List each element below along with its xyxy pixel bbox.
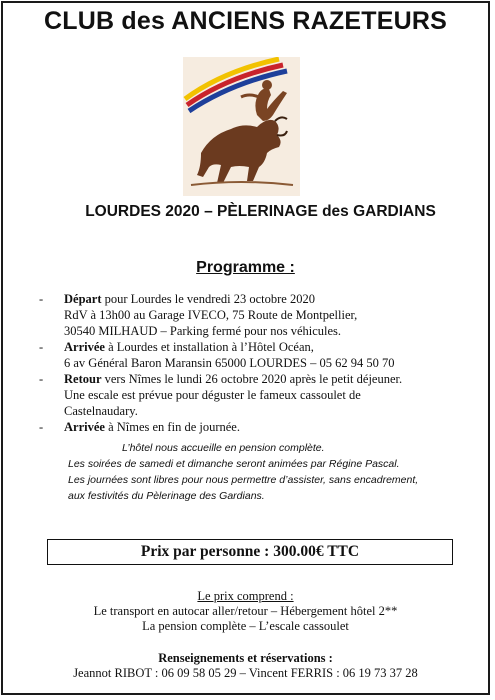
list-item: - Départ pour Lourdes le vendredi 23 octobre 2020 RdV à 13h00 au Garage IVECO, 75 Route de Montpellier, 30540 MILHAUD – Parking fermé pour nos véhicules. xyxy=(39,292,358,338)
hotel-notes xyxy=(68,440,478,504)
list-item: - Retour vers Nîmes le lundi 26 octobre 2020 après le petit déjeuner. Une escale est prévue pour déguster le fameux cassoulet de Castelnaudary. xyxy=(39,372,403,418)
note-line: Les journées sont libres pour nous permettre d’assister, sans encadrement, xyxy=(68,474,419,486)
contact-line: Jeannot RIBOT : 06 09 58 05 29 – Vincent FERRIS : 06 19 73 37 28 xyxy=(73,666,418,680)
list-item: - Arrivée à Nîmes en fin de journée. xyxy=(39,420,240,434)
note-line: L’hôtel nous accueille en pension complète. xyxy=(122,442,325,454)
includes-heading: Le prix comprend : xyxy=(197,589,294,603)
includes-line: La pension complète – L’escale cassoulet xyxy=(142,619,349,633)
note-line: aux festivités du Pèlerinage des Gardians. xyxy=(68,490,265,502)
list-item: - Arrivée à Lourdes et installation à l’Hôtel Océan, 6 av Général Baron Maransin 65000 LOURDES – 05 62 94 50 70 xyxy=(39,340,395,370)
price-box: Prix par personne : 300.00€ TTC xyxy=(47,539,453,565)
note-line: Les soirées de samedi et dimanche seront animées par Régine Pascal. xyxy=(68,458,400,470)
razeteur-bull-logo-icon xyxy=(183,57,300,196)
club-title: CLUB des ANCIENS RAZETEURS xyxy=(44,7,447,35)
event-title: LOURDES 2020 – PÈLERINAGE des GARDIANS xyxy=(85,203,436,220)
includes-line: Le transport en autocar aller/retour – Hébergement hôtel 2** xyxy=(93,604,398,618)
contact-heading: Renseignements et réservations : xyxy=(158,651,333,665)
programme-list xyxy=(39,291,479,435)
document-frame xyxy=(1,1,490,695)
programme-heading: Programme : xyxy=(196,259,295,276)
contact-info xyxy=(3,651,488,681)
price-includes xyxy=(3,589,488,634)
